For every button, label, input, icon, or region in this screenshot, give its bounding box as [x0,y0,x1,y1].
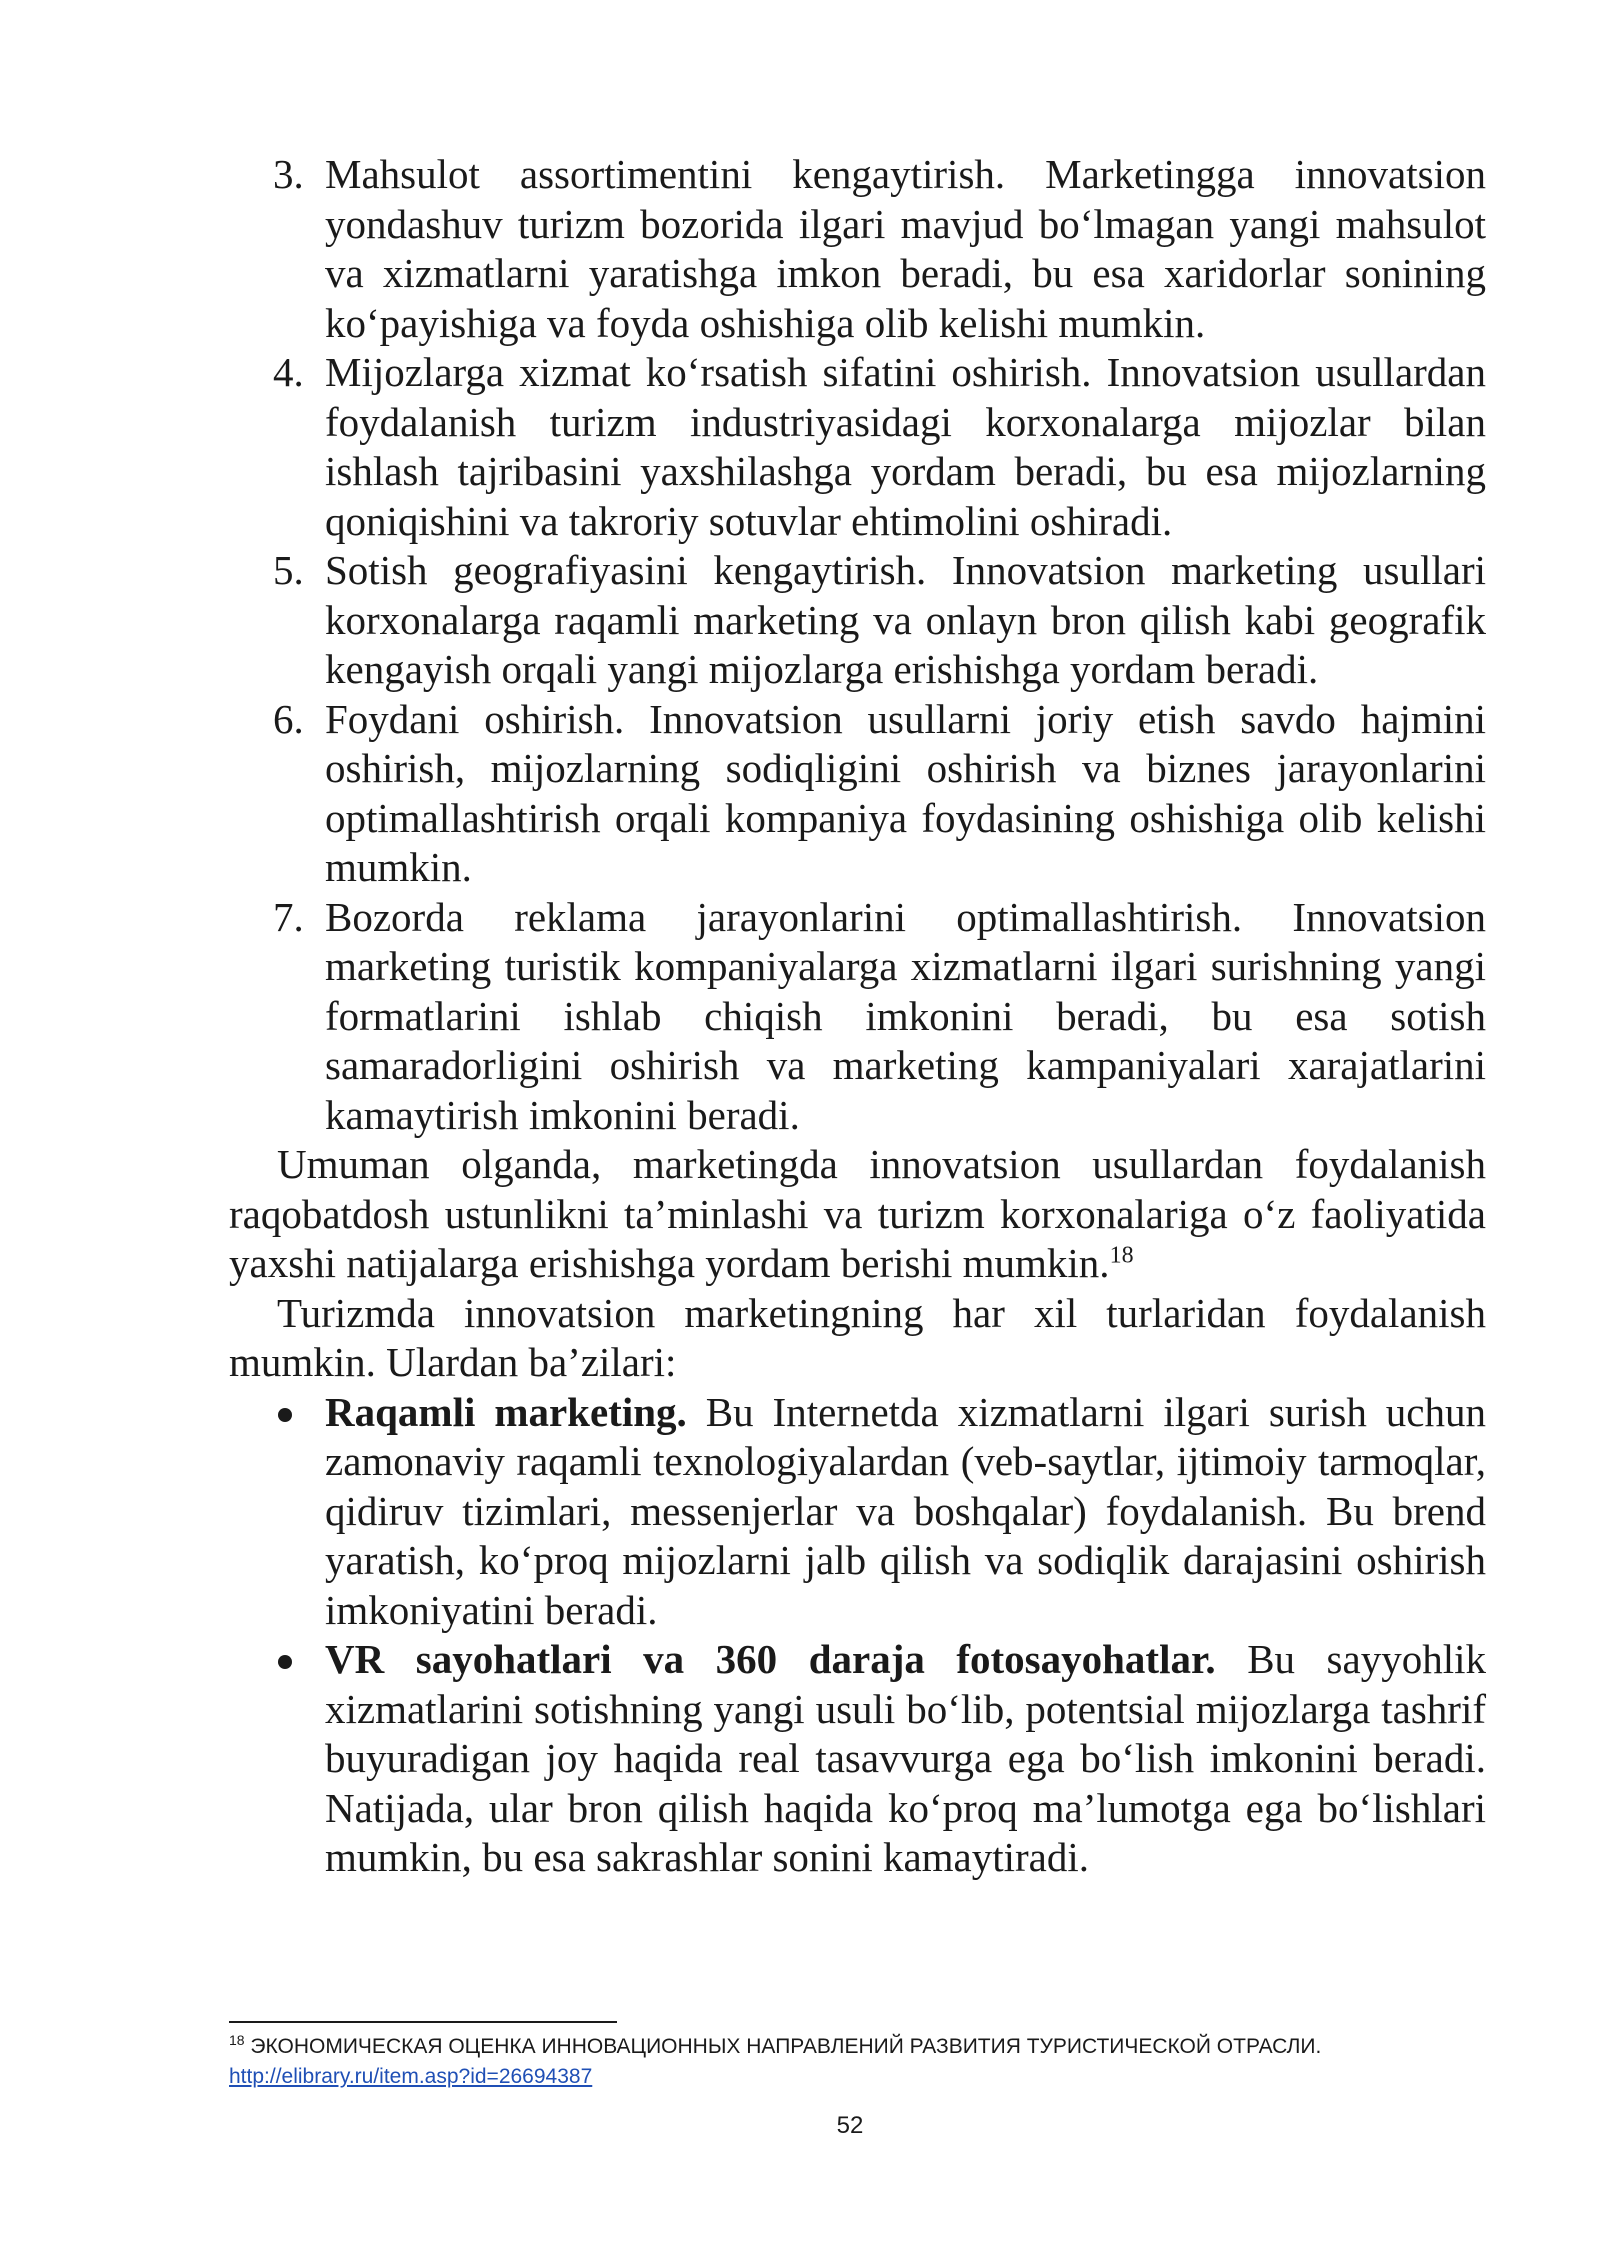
item-body: Bu Internetda xizmatlarni ilgari surish uchun zamonaviy raqamli texnologiyalardan (veb-saytlar, ijtimoiy tarmoqlar, qidiruv tizimlari, messenjerlar va boshqalar) foydalanish. Bu brend yaratish, ko‘proq mijozlarni jalb qilish va sodiqlik darajasini oshirish imkoniyatini beradi. [325,1388,1486,1633]
footnote-number: 18 [229,2032,245,2048]
list-item [325,546,1486,695]
page-number: 52 [836,2112,864,2139]
item-heading: Mijozlarga xizmat ko‘rsatish sifatini oshirish. [325,349,1092,395]
item-body: Bu sayyohlik xizmatlarini sotishning yangi usuli bo‘lib, potentsial mijozlarga tashrif buyuradigan joy haqida real tasavvurga ega bo‘lish imkonini beradi. Natijada, ular bron qilish haqida ko‘proq ma’lumotga ega bo‘lishlari mumkin, bu esa sakrashlar sonini kamaytiradi. [325,1636,1486,1880]
item-heading: VR sayohatlari va 360 daraja fotosayohatlar. [325,1636,1216,1682]
paragraph [229,1140,1486,1289]
footnote-reference[interactable]: 18 [1109,1242,1134,1269]
item-body: Marketingga innovatsion yondashuv turizm bozorida ilgari mavjud bo‘lmagan yangi mahsulot va xizmatlarni yaratishga imkon beradi, bu esa xaridorlar sonining ko‘payishiga va foyda oshishiga olib kelishi mumkin. [325,151,1486,346]
item-body: Innovatsion usullardan foydalanish turizm industriyasidagi korxonalarga mijozlar bilan ishlash tajribasini yaxshilashga yordam beradi, bu esa mijozlarning qoniqishini va takroriy sotuvlar ehtimolini oshiradi. [325,349,1486,544]
list-item [325,1388,1486,1636]
item-body: Innovatsion marketing usullari korxonalarga raqamli marketing va onlayn bron qilish kabi geografik kengayish orqali yangi mijozlarga erishishga yordam beradi. [325,547,1486,692]
list-item [325,1635,1486,1883]
footnote-text: ЭКОНОМИЧЕСКАЯ ОЦЕНКА ИННОВАЦИОННЫХ НАПРАВЛЕНИЙ РАЗВИТИЯ ТУРИСТИЧЕСКОЙ ОТРАСЛИ. [250,2035,1322,2058]
bullet-icon [278,1655,292,1669]
paragraph-text: Umuman olganda, marketingda innovatsion usullardan foydalanish raqobatdosh ustunlikni ta’minlashi va turizm korxonalariga o‘z faoliyatida yaxshi natijalarga erishishga yordam berishi mumkin. [229,1141,1486,1286]
footnote-divider [229,2021,617,2023]
bullet-icon [278,1408,292,1422]
item-heading: Foydani oshirish. [325,695,625,742]
body-text [229,150,1486,1883]
list-item [325,695,1486,893]
list-item [325,893,1486,1141]
footnote-link-line [229,2062,1489,2092]
list-item [325,348,1486,546]
bullet-list [229,1388,1486,1883]
footnote [229,2032,1489,2092]
footnote-line [229,2032,1489,2062]
paragraph: Turizmda innovatsion marketingning har xil turlaridan foydalanish mumkin. Ulardan ba’zilari: [229,1289,1486,1385]
list-item [325,150,1486,348]
item-body: Innovatsion marketing turistik kompaniyalarga xizmatlarni ilgari surishning yangi formatlarini ishlab chiqish imkonini beradi, bu esa sotish samaradorligini oshirish va marketing kampaniyalari xarajatlarini kamaytirish imkonini beradi. [325,893,1486,1138]
item-heading: Mahsulot assortimentini kengaytirish. [325,151,1006,197]
item-body: Innovatsion usullarni joriy etish savdo hajmini oshirish, mijozlarning sodiqligini oshirish va biznes jarayonlarini optimallashtirish orqali kompaniya foydasining oshishiga olib kelishi mumkin. [325,695,1486,890]
item-heading: Raqamli marketing. [325,1388,687,1435]
numbered-list [229,150,1486,1140]
footnote-link[interactable]: http://elibrary.ru/item.asp?id=26694387 [229,2065,593,2088]
item-heading: Bozorda reklama jarayonlarini optimallashtirish. [325,893,1243,940]
item-heading: Sotish geografiyasini kengaytirish. [325,547,927,593]
